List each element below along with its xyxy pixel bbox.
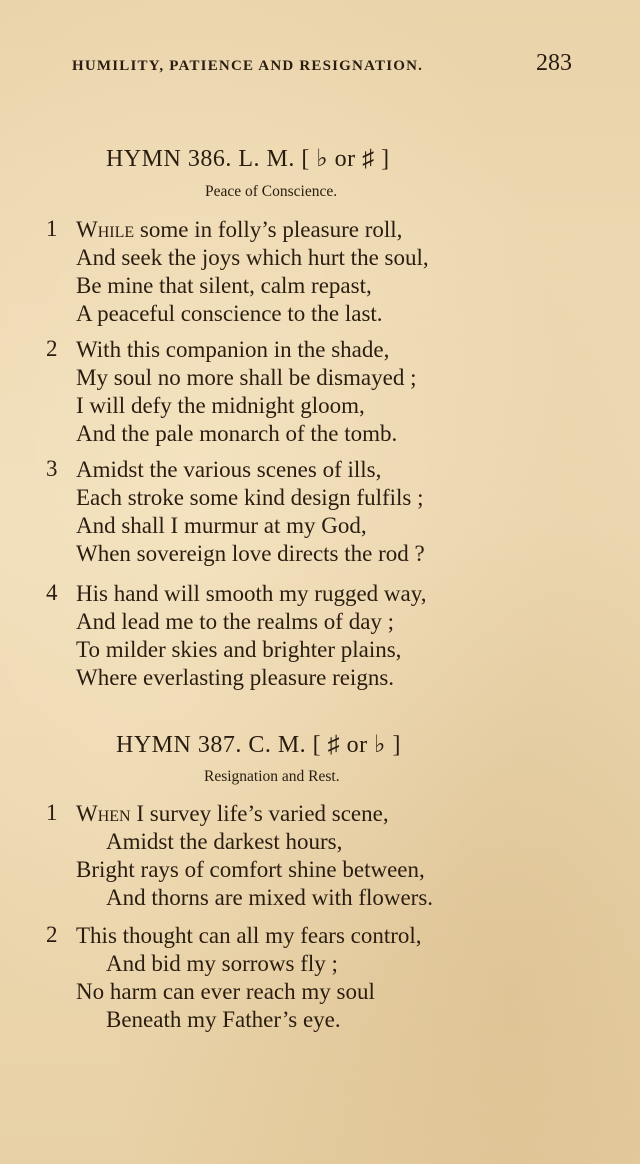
stanza-line: With this companion in the shade, [76, 337, 390, 362]
stanza-number: 4 [46, 580, 58, 605]
hymn-387-subtitle: Resignation and Rest. [204, 768, 340, 785]
stanza-line: This thought can all my fears control, [76, 923, 422, 948]
first-line-text: some in folly’s pleasure roll, [134, 217, 403, 242]
stanza-number: 2 [46, 336, 58, 361]
stanza-number: 3 [46, 456, 58, 481]
stanza-line: When sovereign love directs the rod ? [76, 541, 425, 566]
stanza-line [76, 216, 402, 243]
stanza-line: Where everlasting pleasure reigns. [76, 665, 395, 690]
first-word: While [76, 217, 135, 242]
stanza-line: Beneath my Father’s eye. [106, 1007, 341, 1032]
page-number: 283 [536, 50, 572, 76]
stanza-number: 2 [46, 922, 58, 947]
stanza-line: Bright rays of comfort shine between, [76, 857, 425, 882]
hymn-387-title: HYMN 387. C. M. [ ♯ or ♭ ] [116, 732, 401, 758]
stanza-line: Amidst the darkest hours, [106, 829, 343, 854]
stanza-line: Each stroke some kind design fulfils ; [76, 485, 424, 510]
stanza-line: And bid my sorrows fly ; [106, 951, 338, 976]
stanza-line: And the pale monarch of the tomb. [76, 421, 398, 446]
stanza-number: 1 [46, 216, 58, 241]
hymn-386-title: HYMN 386. L. M. [ ♭ or ♯ ] [106, 146, 390, 172]
running-head: HUMILITY, PATIENCE AND RESIGNATION. [72, 58, 424, 74]
stanza-line: And shall I murmur at my God, [76, 513, 367, 538]
first-line-text: I survey life’s varied scene, [130, 801, 389, 826]
stanza-line: No harm can ever reach my soul [76, 979, 375, 1004]
stanza-line: His hand will smooth my rugged way, [76, 581, 427, 606]
stanza-number: 1 [46, 800, 58, 825]
stanza-line: Amidst the various scenes of ills, [76, 457, 382, 482]
first-word: When [76, 801, 131, 826]
hymn-386-subtitle: Peace of Conscience. [205, 183, 338, 200]
stanza-line: And seek the joys which hurt the soul, [76, 245, 429, 270]
stanza-line [76, 800, 389, 827]
stanza-line: And lead me to the realms of day ; [76, 609, 395, 634]
stanza-line: And thorns are mixed with flowers. [106, 885, 434, 910]
stanza-line: My soul no more shall be dismayed ; [76, 365, 417, 390]
stanza-line: A peaceful conscience to the last. [76, 301, 383, 326]
stanza-line: To milder skies and brighter plains, [76, 637, 402, 662]
stanza-line: Be mine that silent, calm repast, [76, 273, 372, 298]
stanza-line: I will defy the midnight gloom, [76, 393, 365, 418]
